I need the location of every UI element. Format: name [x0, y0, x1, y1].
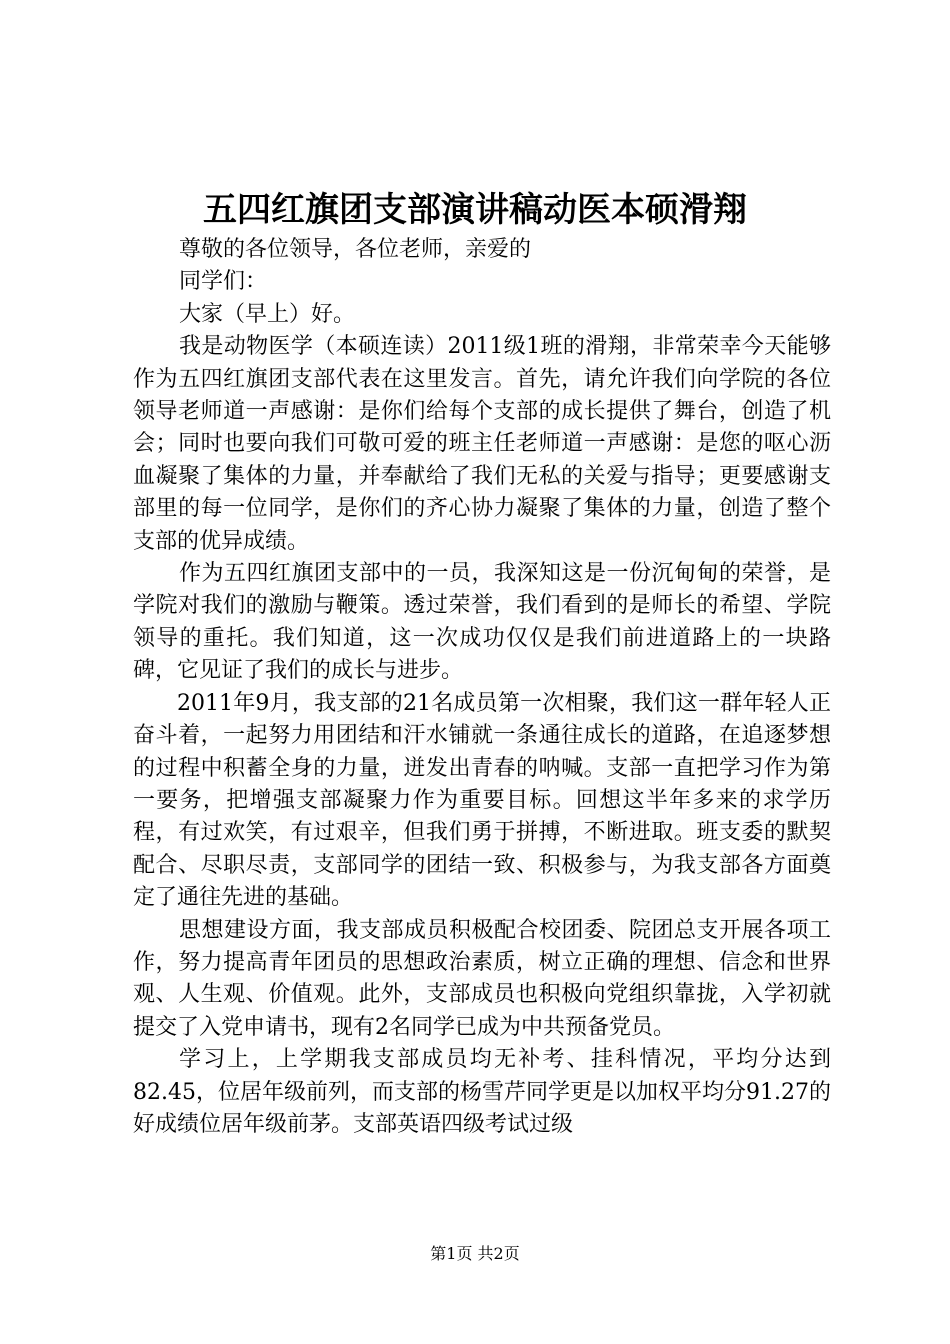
- greeting-line: 大家（早上）好。: [179, 301, 356, 327]
- greeting-line: 同学们：: [179, 269, 268, 295]
- body-paragraph: 思想建设方面，我支部成员积极配合校团委、院团总支开展各项工作，努力提高青年团员的思想政治素质，树立正确的理想、信念和世界观、人生观、价值观。此外，支部成员也积极向党组织靠拢，入学初就提交了入党申请书，现有2名同学已成为中共预备党员。: [133, 917, 831, 1040]
- document-title: 五四红旗团支部演讲稿动医本硕滑翔: [203, 190, 747, 230]
- body-paragraph: 2011年9月，我支部的21名成员第一次相聚，我们这一群年轻人正奋斗着，一起努力用团结和汗水铺就一条通往成长的道路，在追逐梦想的过程中积蓄全身的力量，迸发出青春的呐喊。支部一直把学习作为第一要务，把增强支部凝聚力作为重要目标。回想这半年多来的求学历程，有过欢笑，有过艰辛，但我们勇于拼搏，不断进取。班支委的默契配合、尽职尽责，支部同学的团结一致、积极参与，为我支部各方面奠定了通往先进的基础。: [133, 690, 831, 911]
- document-body: [133, 234, 831, 1141]
- greeting-line: 尊敬的各位领导，各位老师，亲爱的: [179, 237, 532, 262]
- body-paragraph: 我是动物医学（本硕连读）2011级1班的滑翔，非常荣幸今天能够作为五四红旗团支部代表在这里发言。首先，请允许我们向学院的各位领导老师道一声感谢：是你们给每个支部的成长提供了舞台，创造了机会；同时也要向我们可敬可爱的班主任老师道一声感谢：是您的呕心沥血凝聚了集体的力量，并奉献给了我们无私的关爱与指导；更要感谢支部里的每一位同学，是你们的齐心协力凝聚了集体的力量，创造了整个支部的优异成绩。: [133, 334, 831, 554]
- page-number: 第1页 共2页: [430, 1244, 520, 1263]
- body-paragraph: 作为五四红旗团支部中的一员，我深知这是一份沉甸甸的荣誉，是学院对我们的激励与鞭策。透过荣誉，我们看到的是师长的希望、学院领导的重托。我们知道，这一次成功仅仅是我们前进道路上的一块路碑，它见证了我们的成长与进步。: [133, 561, 831, 684]
- body-paragraph: 学习上，上学期我支部成员均无补考、挂科情况，平均分达到82.45，位居年级前列，而支部的杨雪芹同学更是以加权平均分91.27的好成绩位居年级前茅。支部英语四级考试过级: [133, 1047, 831, 1137]
